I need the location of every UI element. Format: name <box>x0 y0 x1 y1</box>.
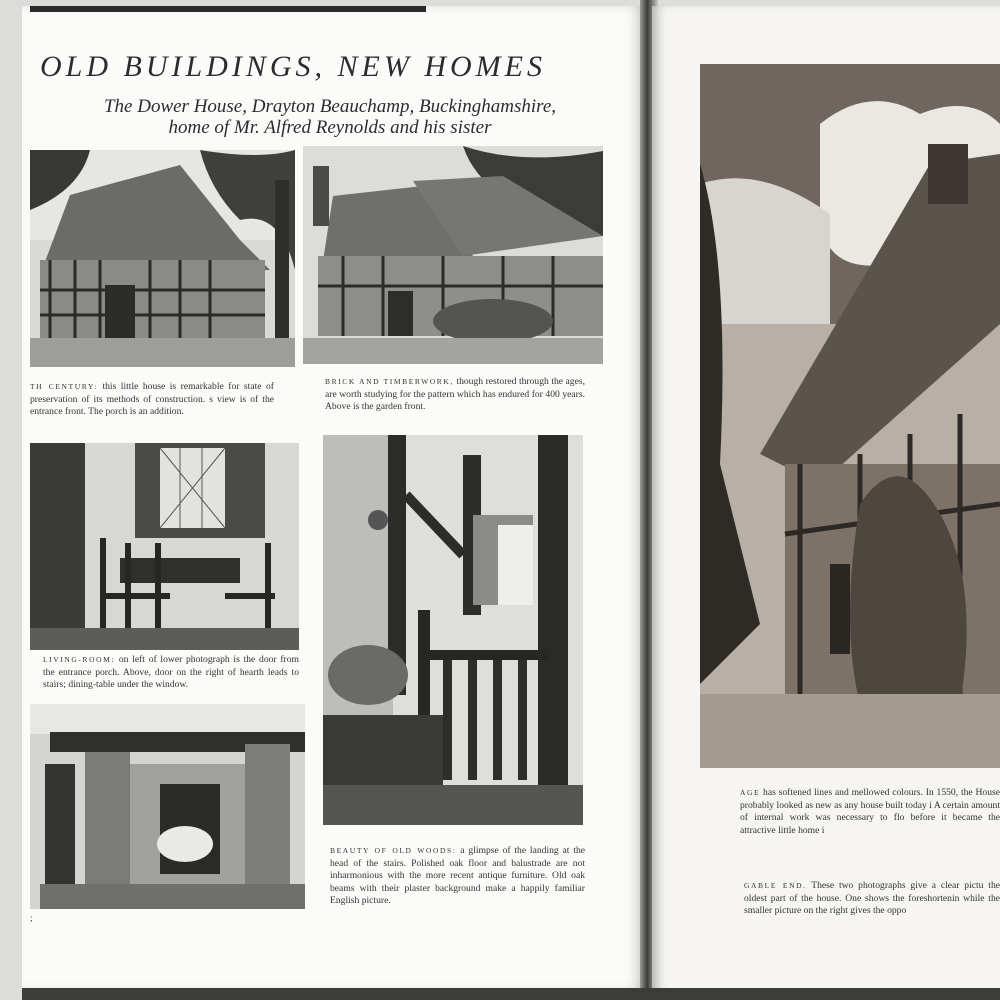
caption-age-text: has softened lines and mellowed colours. In 1550, the House probably looked as new as any house built today i A certain amount of internal work was necessary to flo before it became the attractive little home i <box>740 787 1000 836</box>
caption-garden-lead: BRICK AND TIMBERWORK, <box>325 377 454 386</box>
photo-fireplace <box>30 704 305 909</box>
caption-gable-text: These two photographs give a clear pictu the oldest part of the house. One shows the foreshortenin while the smaller picture on the right gives the oppo <box>744 880 1000 916</box>
subtitle-line-2: home of Mr. Alfred Reynolds and his sister <box>168 117 492 138</box>
caption-entrance-front <box>30 381 274 419</box>
top-rule <box>30 6 426 12</box>
photo-stairs-landing <box>323 435 583 825</box>
caption-living-lead: LIVING-ROOM: <box>43 655 116 664</box>
caption-age-lead: AGE <box>740 788 761 797</box>
caption-entrance-text: this little house is remarkable for state of preservation of its methods of construction. s view is of the entrance front. The porch is an addition. <box>30 381 274 417</box>
caption-stairs-text: a glimpse of the landing at the head of the stairs. Polished oak floor and balustrade are not inharmonious with the more recent antique furniture. Old oak beams with their plaster background make a happily familiar English picture. <box>330 845 585 906</box>
caption-entrance-lead: TH CENTURY: <box>30 382 98 391</box>
caption-stairs-lead: BEAUTY OF OLD WOODS: <box>330 846 457 855</box>
page-bottom-edge <box>22 988 1000 1000</box>
caption-garden-front <box>325 376 585 414</box>
article-title: OLD BUILDINGS, NEW HOMES <box>40 50 546 83</box>
photo-thatched-cottage <box>700 64 1000 768</box>
subtitle-line-1: The Dower House, Drayton Beauchamp, Buckinghamshire, <box>103 96 557 117</box>
article-subtitle <box>40 96 620 138</box>
caption-gable-lead: GABLE END. <box>744 881 807 890</box>
caption-living-room <box>43 654 299 692</box>
caption-living-text: on left of lower photograph is the door from the entrance porch. Above, door on the right of hearth leads to stairs; dining-table under the window. <box>43 654 299 690</box>
caption-stairs <box>330 845 585 908</box>
photo-entrance-front <box>30 150 295 367</box>
photo-living-room-dining <box>30 443 299 650</box>
caption-age <box>740 787 1000 837</box>
page-number: ; <box>30 913 33 923</box>
caption-gable-end <box>744 880 1000 918</box>
photo-garden-front <box>303 146 603 364</box>
caption-garden-text: though restored through the ages, are worth studying for the pattern which has endured for 400 years. Above is the garden front. <box>325 376 585 412</box>
